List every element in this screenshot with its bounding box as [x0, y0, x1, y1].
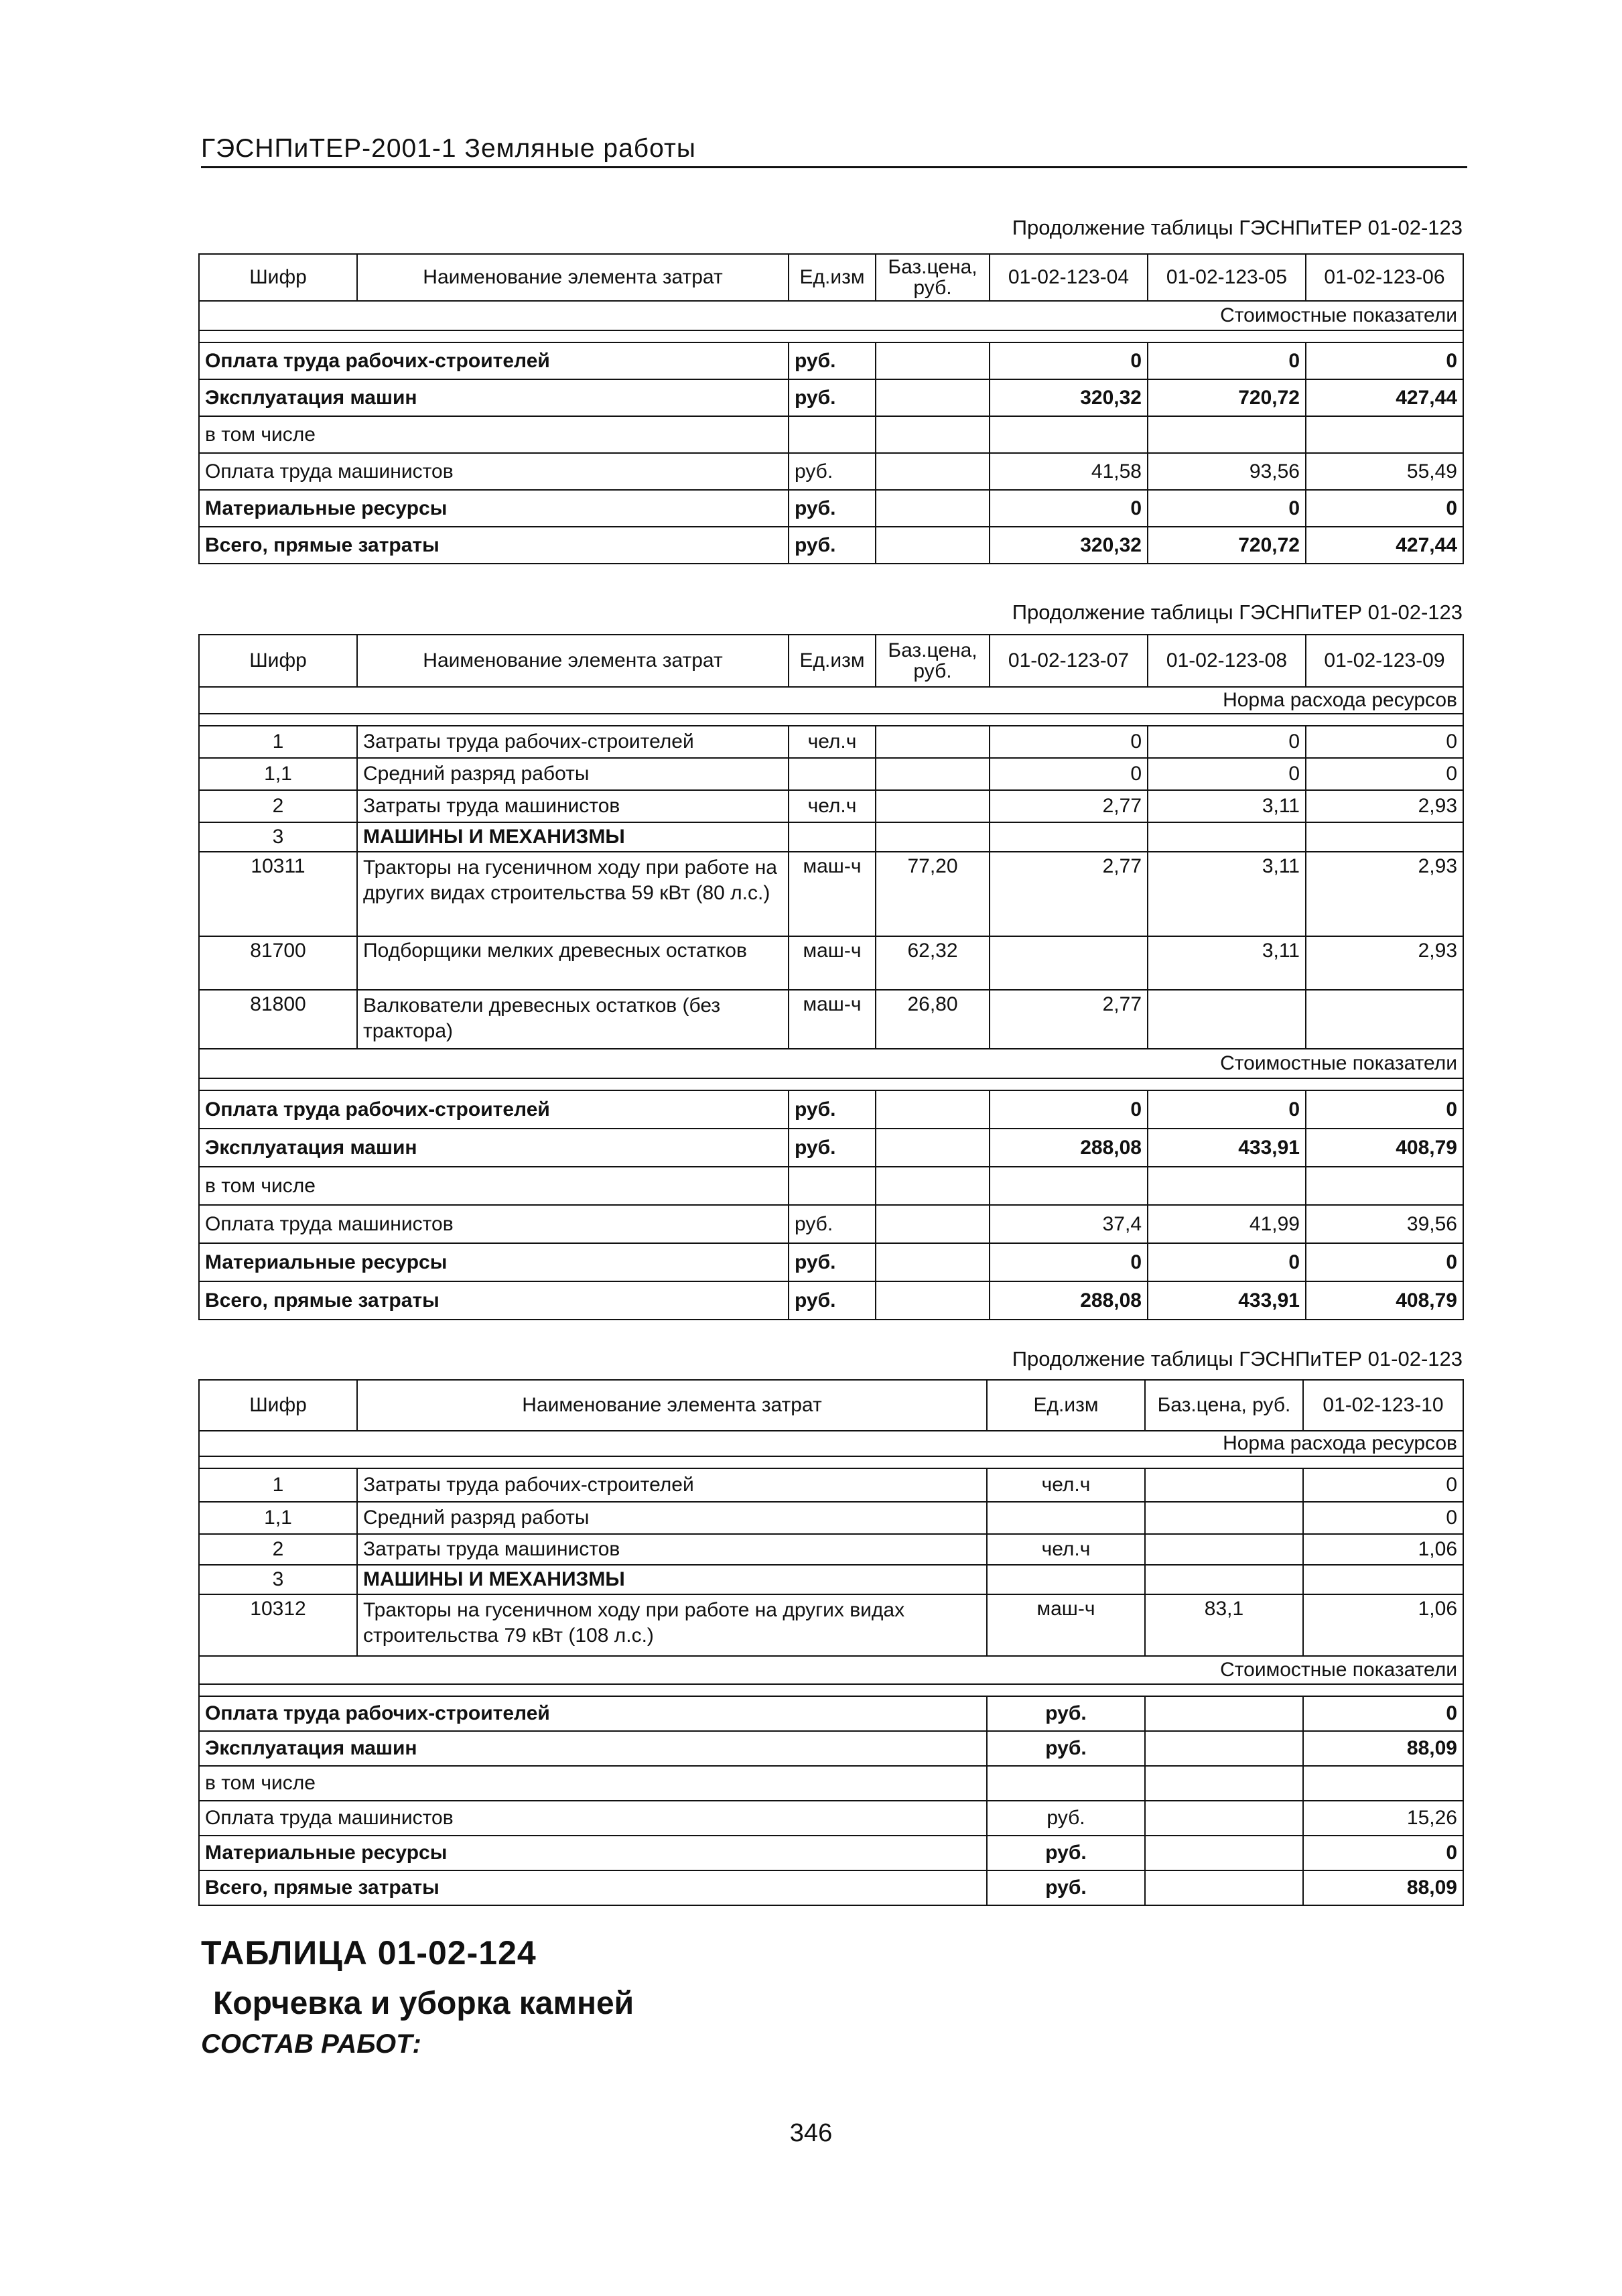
code-cell: 1,1 — [199, 758, 357, 790]
separator-row — [199, 1456, 1463, 1468]
table3 — [198, 1379, 1464, 1906]
price-cell — [1145, 1468, 1303, 1502]
value-cell: 3,11 — [1148, 936, 1306, 990]
value-cell: 2,93 — [1306, 790, 1463, 822]
table-row — [199, 790, 1463, 822]
table-row — [199, 1766, 1463, 1801]
table-row — [199, 1090, 1463, 1129]
value-cell: 0 — [1303, 1502, 1463, 1534]
table-row — [199, 822, 1463, 852]
name-cell: Затраты труда рабочих-строителей — [357, 1468, 987, 1502]
value-cell — [1148, 990, 1306, 1049]
name-cell: МАШИНЫ И МЕХАНИЗМЫ — [357, 1565, 987, 1594]
value-cell: 2,77 — [990, 852, 1148, 936]
name-cell: МАШИНЫ И МЕХАНИЗМЫ — [357, 822, 789, 852]
value-cell: 427,44 — [1306, 527, 1463, 564]
value-cell: 0 — [990, 726, 1148, 758]
unit-cell: руб. — [789, 1129, 876, 1167]
section-table-title: ТАБЛИЦА 01-02-124 — [201, 1934, 537, 1972]
unit-cell: руб. — [789, 490, 876, 527]
table-row — [199, 758, 1463, 790]
unit-cell: руб. — [987, 1696, 1145, 1731]
unit-cell: руб. — [789, 342, 876, 379]
value-cell: 93,56 — [1148, 453, 1306, 490]
cost-section-row — [199, 1656, 1463, 1684]
col-unit-header: Ед.изм — [789, 254, 876, 301]
value-cell: 2,77 — [990, 990, 1148, 1049]
name-cell: Подборщики мелких древесных остатков — [357, 936, 789, 990]
unit-cell: маш-ч — [987, 1594, 1145, 1656]
price-cell — [876, 726, 990, 758]
col-name-header: Наименование элемента затрат — [357, 635, 789, 687]
price-cell: 77,20 — [876, 852, 990, 936]
name-cell: Затраты труда машинистов — [357, 790, 789, 822]
code-cell: 2 — [199, 790, 357, 822]
col-code-header: Шифр — [199, 254, 357, 301]
value-cell: 0 — [1303, 1696, 1463, 1731]
table3-header-row — [199, 1380, 1463, 1431]
machines-label: Эксплуатация машин — [199, 1129, 789, 1167]
running-header-text: ГЭСНПиТЕР-2001-1 Земляные работы — [201, 134, 696, 163]
name-cell: Тракторы на гусеничном ходу при работе на других видах строительства 59 кВт (80 л.с.) — [357, 852, 789, 936]
col-code-header: Шифр — [199, 1380, 357, 1431]
value-cell: 88,09 — [1303, 1870, 1463, 1905]
table-row — [199, 852, 1463, 936]
code-cell: 81700 — [199, 936, 357, 990]
value-cell: 433,91 — [1148, 1129, 1306, 1167]
value-cell: 288,08 — [990, 1129, 1148, 1167]
materials-label: Материальные ресурсы — [199, 490, 789, 527]
unit-cell — [789, 758, 876, 790]
col-unit-header: Ед.изм — [789, 635, 876, 687]
col-header-2: 01-02-123-05 — [1148, 254, 1306, 301]
price-cell — [876, 790, 990, 822]
table-row — [199, 1468, 1463, 1502]
value-cell: 55,49 — [1306, 453, 1463, 490]
value-cell: 0 — [1306, 1090, 1463, 1129]
cost-section-row — [199, 301, 1463, 330]
table-row — [199, 1281, 1463, 1320]
table-row — [199, 379, 1463, 416]
value-cell — [990, 936, 1148, 990]
unit-cell: маш-ч — [789, 852, 876, 936]
unit-cell: руб. — [987, 1836, 1145, 1870]
col-header-1: 01-02-123-07 — [990, 635, 1148, 687]
value-cell: 3,11 — [1148, 790, 1306, 822]
unit-cell: чел.ч — [789, 726, 876, 758]
value-cell: 15,26 — [1303, 1801, 1463, 1836]
separator-row — [199, 1078, 1463, 1090]
value-cell: 2,93 — [1306, 936, 1463, 990]
table1 — [198, 253, 1464, 564]
value-cell: 433,91 — [1148, 1281, 1306, 1320]
unit-cell: руб. — [789, 379, 876, 416]
code-cell: 3 — [199, 822, 357, 852]
table-row — [199, 1205, 1463, 1243]
col-price-header: Баз.цена, руб. — [876, 254, 990, 301]
unit-cell: маш-ч — [789, 936, 876, 990]
value-cell: 0 — [1303, 1468, 1463, 1502]
col-header-2: 01-02-123-08 — [1148, 635, 1306, 687]
operators-label: Оплата труда машинистов — [199, 453, 789, 490]
norm-section-row — [199, 687, 1463, 714]
value-cell: 0 — [990, 1243, 1148, 1281]
unit-cell: чел.ч — [789, 790, 876, 822]
col-header-1: 01-02-123-04 — [990, 254, 1148, 301]
materials-label: Материальные ресурсы — [199, 1243, 789, 1281]
code-cell: 1 — [199, 1468, 357, 1502]
unit-cell: маш-ч — [789, 990, 876, 1049]
table-row — [199, 936, 1463, 990]
name-cell: Средний разряд работы — [357, 1502, 987, 1534]
value-cell: 1,06 — [1303, 1594, 1463, 1656]
name-cell: Валкователи древесных остатков (без трактора) — [357, 990, 789, 1049]
table-row — [199, 527, 1463, 564]
table-row — [199, 1129, 1463, 1167]
section-composition: СОСТАВ РАБОТ: — [201, 2029, 421, 2059]
name-cell: Тракторы на гусеничном ходу при работе на других видах строительства 79 кВт (108 л.с.) — [357, 1594, 987, 1656]
table1-caption: Продолжение таблицы ГЭСНПиТЕР 01-02-123 — [1012, 216, 1463, 239]
col-unit-header: Ед.изм — [987, 1380, 1145, 1431]
value-cell: 0 — [1303, 1836, 1463, 1870]
unit-cell: руб. — [789, 1243, 876, 1281]
value-cell: 288,08 — [990, 1281, 1148, 1320]
unit-cell: руб. — [789, 1090, 876, 1129]
norm-section-label: Норма расхода ресурсов — [199, 1431, 1463, 1456]
table-row — [199, 342, 1463, 379]
code-cell: 10312 — [199, 1594, 357, 1656]
value-cell: 88,09 — [1303, 1731, 1463, 1766]
norm-section-label: Норма расхода ресурсов — [199, 687, 1463, 714]
price-cell: 62,32 — [876, 936, 990, 990]
operators-label: Оплата труда машинистов — [199, 1205, 789, 1243]
value-cell: 41,58 — [990, 453, 1148, 490]
value-cell: 0 — [1306, 1243, 1463, 1281]
value-cell: 37,4 — [990, 1205, 1148, 1243]
value-cell: 0 — [1148, 726, 1306, 758]
materials-label: Материальные ресурсы — [199, 1836, 987, 1870]
value-cell: 0 — [1306, 726, 1463, 758]
unit-cell: руб. — [789, 527, 876, 564]
labor-label: Оплата труда рабочих-строителей — [199, 1696, 987, 1731]
machines-label: Эксплуатация машин — [199, 379, 789, 416]
value-cell: 0 — [990, 1090, 1148, 1129]
code-cell: 10311 — [199, 852, 357, 936]
table-row — [199, 1836, 1463, 1870]
table-row — [199, 1167, 1463, 1205]
col-code-header: Шифр — [199, 635, 357, 687]
value-cell: 0 — [1148, 490, 1306, 527]
separator-row — [199, 330, 1463, 342]
value-cell: 39,56 — [1306, 1205, 1463, 1243]
running-header — [201, 131, 1467, 168]
table2 — [198, 634, 1464, 1320]
labor-label: Оплата труда рабочих-строителей — [199, 342, 789, 379]
value-cell: 0 — [1148, 758, 1306, 790]
value-cell: 41,99 — [1148, 1205, 1306, 1243]
table-row — [199, 1534, 1463, 1565]
incl-label: в том числе — [199, 416, 789, 453]
value-cell: 3,11 — [1148, 852, 1306, 936]
value-cell: 0 — [990, 342, 1148, 379]
incl-label: в том числе — [199, 1766, 987, 1801]
table-row — [199, 990, 1463, 1049]
table-row — [199, 453, 1463, 490]
table-row — [199, 1502, 1463, 1534]
total-label: Всего, прямые затраты — [199, 1870, 987, 1905]
operators-label: Оплата труда машинистов — [199, 1801, 987, 1836]
table3-caption: Продолжение таблицы ГЭСНПиТЕР 01-02-123 — [1012, 1347, 1463, 1370]
page-number: 346 — [789, 2119, 833, 2147]
total-label: Всего, прямые затраты — [199, 1281, 789, 1320]
cost-section-row — [199, 1049, 1463, 1078]
col-header-3: 01-02-123-09 — [1306, 635, 1463, 687]
table1-header-row — [199, 254, 1463, 301]
price-cell: 26,80 — [876, 990, 990, 1049]
name-cell: Затраты труда рабочих-строителей — [357, 726, 789, 758]
table-row — [199, 726, 1463, 758]
cost-section-label: Стоимостные показатели — [199, 301, 1463, 330]
value-cell: 427,44 — [1306, 379, 1463, 416]
col-header-3: 01-02-123-06 — [1306, 254, 1463, 301]
col-name-header: Наименование элемента затрат — [357, 1380, 987, 1431]
value-cell: 2,93 — [1306, 852, 1463, 936]
unit-cell: руб. — [789, 453, 876, 490]
table-row — [199, 1731, 1463, 1766]
value-cell: 0 — [1148, 342, 1306, 379]
unit-cell — [987, 1502, 1145, 1534]
labor-label: Оплата труда рабочих-строителей — [199, 1090, 789, 1129]
col-name-header: Наименование элемента затрат — [357, 254, 789, 301]
unit-cell: руб. — [987, 1870, 1145, 1905]
value-cell: 0 — [1306, 342, 1463, 379]
machines-label: Эксплуатация машин — [199, 1731, 987, 1766]
unit-cell: чел.ч — [987, 1534, 1145, 1565]
value-cell: 720,72 — [1148, 379, 1306, 416]
code-cell: 1 — [199, 726, 357, 758]
col-price-header: Баз.цена, руб. — [876, 635, 990, 687]
separator-row — [199, 714, 1463, 726]
table-row — [199, 490, 1463, 527]
table2-header-row — [199, 635, 1463, 687]
table-row — [199, 1801, 1463, 1836]
value-cell: 408,79 — [1306, 1281, 1463, 1320]
code-cell: 81800 — [199, 990, 357, 1049]
total-label: Всего, прямые затраты — [199, 527, 789, 564]
col-header-1: 01-02-123-10 — [1303, 1380, 1463, 1431]
table-row — [199, 1565, 1463, 1594]
col-price-header: Баз.цена, руб. — [1145, 1380, 1303, 1431]
unit-cell: руб. — [789, 1205, 876, 1243]
code-cell: 1,1 — [199, 1502, 357, 1534]
cost-section-label: Стоимостные показатели — [199, 1049, 1463, 1078]
value-cell: 0 — [990, 490, 1148, 527]
value-cell: 0 — [1148, 1243, 1306, 1281]
table-row — [199, 1243, 1463, 1281]
table-row — [199, 1696, 1463, 1731]
unit-cell: руб. — [789, 1281, 876, 1320]
price-cell — [876, 758, 990, 790]
value-cell: 320,32 — [990, 379, 1148, 416]
separator-row — [199, 1684, 1463, 1696]
price-cell: 83,1 — [1145, 1594, 1303, 1656]
code-cell: 3 — [199, 1565, 357, 1594]
name-cell: Затраты труда машинистов — [357, 1534, 987, 1565]
name-cell: Средний разряд работы — [357, 758, 789, 790]
cost-section-label: Стоимостные показатели — [199, 1656, 1463, 1684]
value-cell: 408,79 — [1306, 1129, 1463, 1167]
unit-cell: руб. — [987, 1801, 1145, 1836]
value-cell: 2,77 — [990, 790, 1148, 822]
incl-label: в том числе — [199, 1167, 789, 1205]
value-cell: 720,72 — [1148, 527, 1306, 564]
value-cell: 0 — [1306, 490, 1463, 527]
table-row — [199, 416, 1463, 453]
price-cell — [1145, 1502, 1303, 1534]
value-cell: 320,32 — [990, 527, 1148, 564]
norm-section-row — [199, 1431, 1463, 1456]
value-cell: 1,06 — [1303, 1534, 1463, 1565]
value-cell: 0 — [1306, 758, 1463, 790]
section-name: Корчевка и уборка камней — [213, 1986, 634, 2021]
value-cell: 0 — [1148, 1090, 1306, 1129]
table-row — [199, 1870, 1463, 1905]
unit-cell: чел.ч — [987, 1468, 1145, 1502]
table2-caption: Продолжение таблицы ГЭСНПиТЕР 01-02-123 — [1012, 600, 1463, 624]
price-cell — [1145, 1534, 1303, 1565]
table-row — [199, 1594, 1463, 1656]
code-cell: 2 — [199, 1534, 357, 1565]
value-cell: 0 — [990, 758, 1148, 790]
value-cell — [1306, 990, 1463, 1049]
unit-cell: руб. — [987, 1731, 1145, 1766]
